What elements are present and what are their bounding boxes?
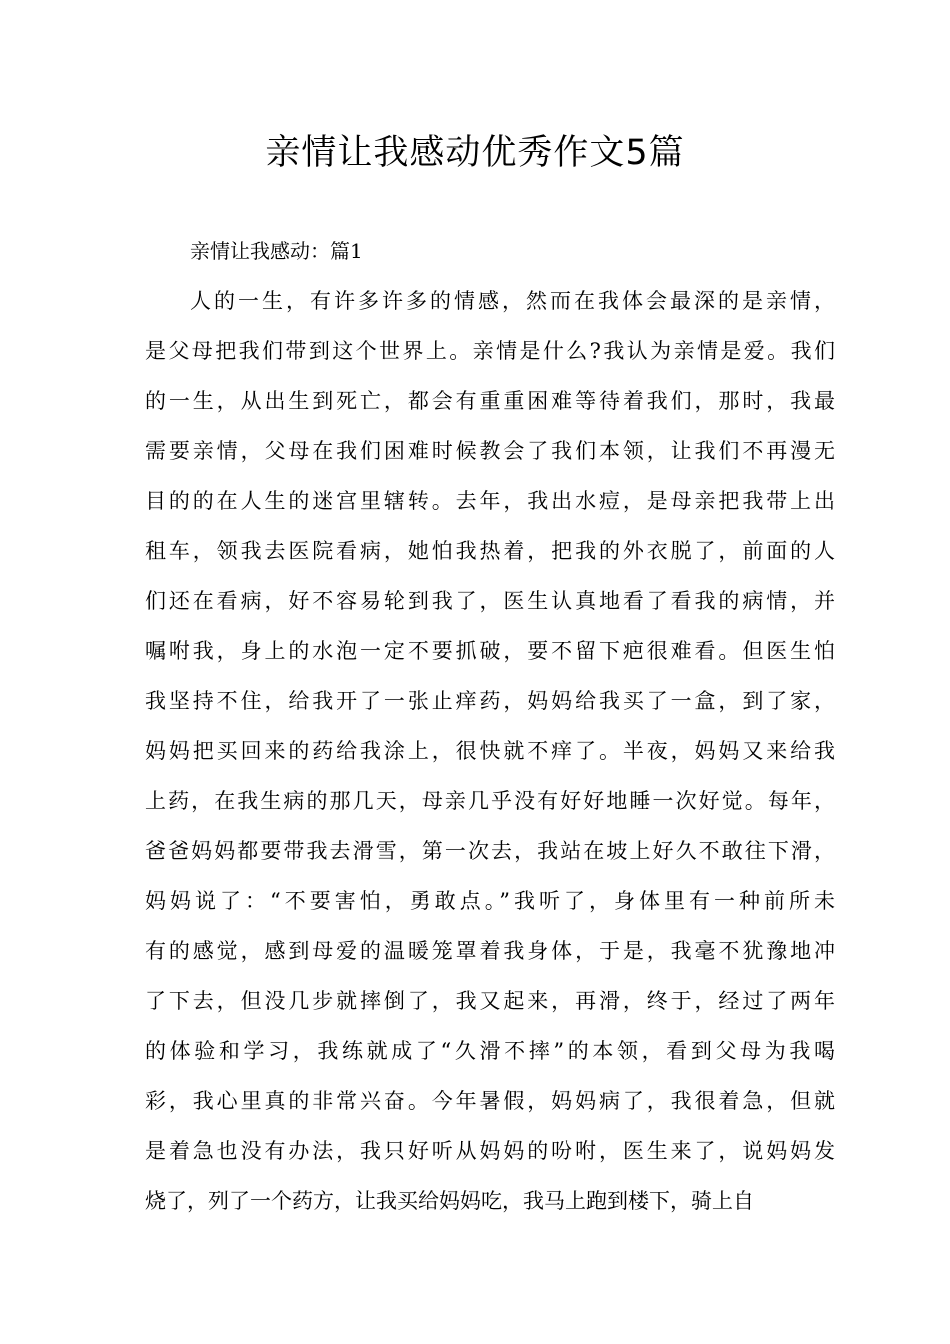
text-line: 嘱咐我，身上的水泡一定不要抓破，要不留下疤很难看。但医生怕: [145, 639, 835, 663]
text-line: 人的一生，有许多许多的情感，然而在我体会最深的是亲情，: [190, 289, 835, 313]
text-line: 需要亲情，父母在我们困难时候教会了我们本领，让我们不再漫无: [145, 439, 835, 463]
text-line: 我坚持不住，给我开了一张止痒药，妈妈给我买了一盒，到了家，: [145, 689, 835, 713]
document-title: 亲情让我感动优秀作文5篇: [265, 133, 685, 173]
text-line: 彩，我心里真的非常兴奋。今年暑假，妈妈病了，我很着急，但就: [145, 1089, 835, 1113]
text-line: 爸爸妈妈都要带我去滑雪，第一次去，我站在坡上好久不敢往下滑，: [145, 839, 835, 863]
text-line: 的体验和学习，我练就成了“久滑不摔”的本领，看到父母为我喝: [145, 1039, 835, 1063]
text-line: 的一生，从出生到死亡，都会有重重困难等待着我们，那时，我最: [145, 389, 835, 413]
text-line: 有的感觉，感到母爱的温暖笼罩着我身体，于是，我毫不犹豫地冲: [145, 939, 835, 963]
text-line: 上药，在我生病的那几天，母亲几乎没有好好地睡一次好觉。每年，: [145, 789, 835, 813]
body-text: [145, 285, 835, 1235]
text-line: 目的的在人生的迷宫里辖转。去年，我出水痘，是母亲把我带上出: [145, 489, 835, 513]
text-line: 是父母把我们带到这个世界上。亲情是什么?我认为亲情是爱。我们: [145, 339, 835, 363]
text-line: 是着急也没有办法，我只好听从妈妈的吩咐，医生来了，说妈妈发: [145, 1139, 835, 1163]
text-line: 们还在看病，好不容易轮到我了，医生认真地看了看我的病情，并: [145, 589, 835, 613]
text-line: 烧了，列了一个药方，让我买给妈妈吃，我马上跑到楼下，骑上自: [145, 1189, 754, 1213]
section-heading: 亲情让我感动：篇1: [190, 239, 363, 263]
text-line: 妈妈把买回来的药给我涂上，很快就不痒了。半夜，妈妈又来给我: [145, 739, 835, 763]
text-line: 租车，领我去医院看病，她怕我热着，把我的外衣脱了，前面的人: [145, 539, 835, 563]
text-line: 了下去，但没几步就摔倒了，我又起来，再滑，终于，经过了两年: [145, 989, 835, 1013]
text-line: 妈妈说了：“不要害怕，勇敢点。”我听了，身体里有一种前所未: [145, 889, 835, 913]
